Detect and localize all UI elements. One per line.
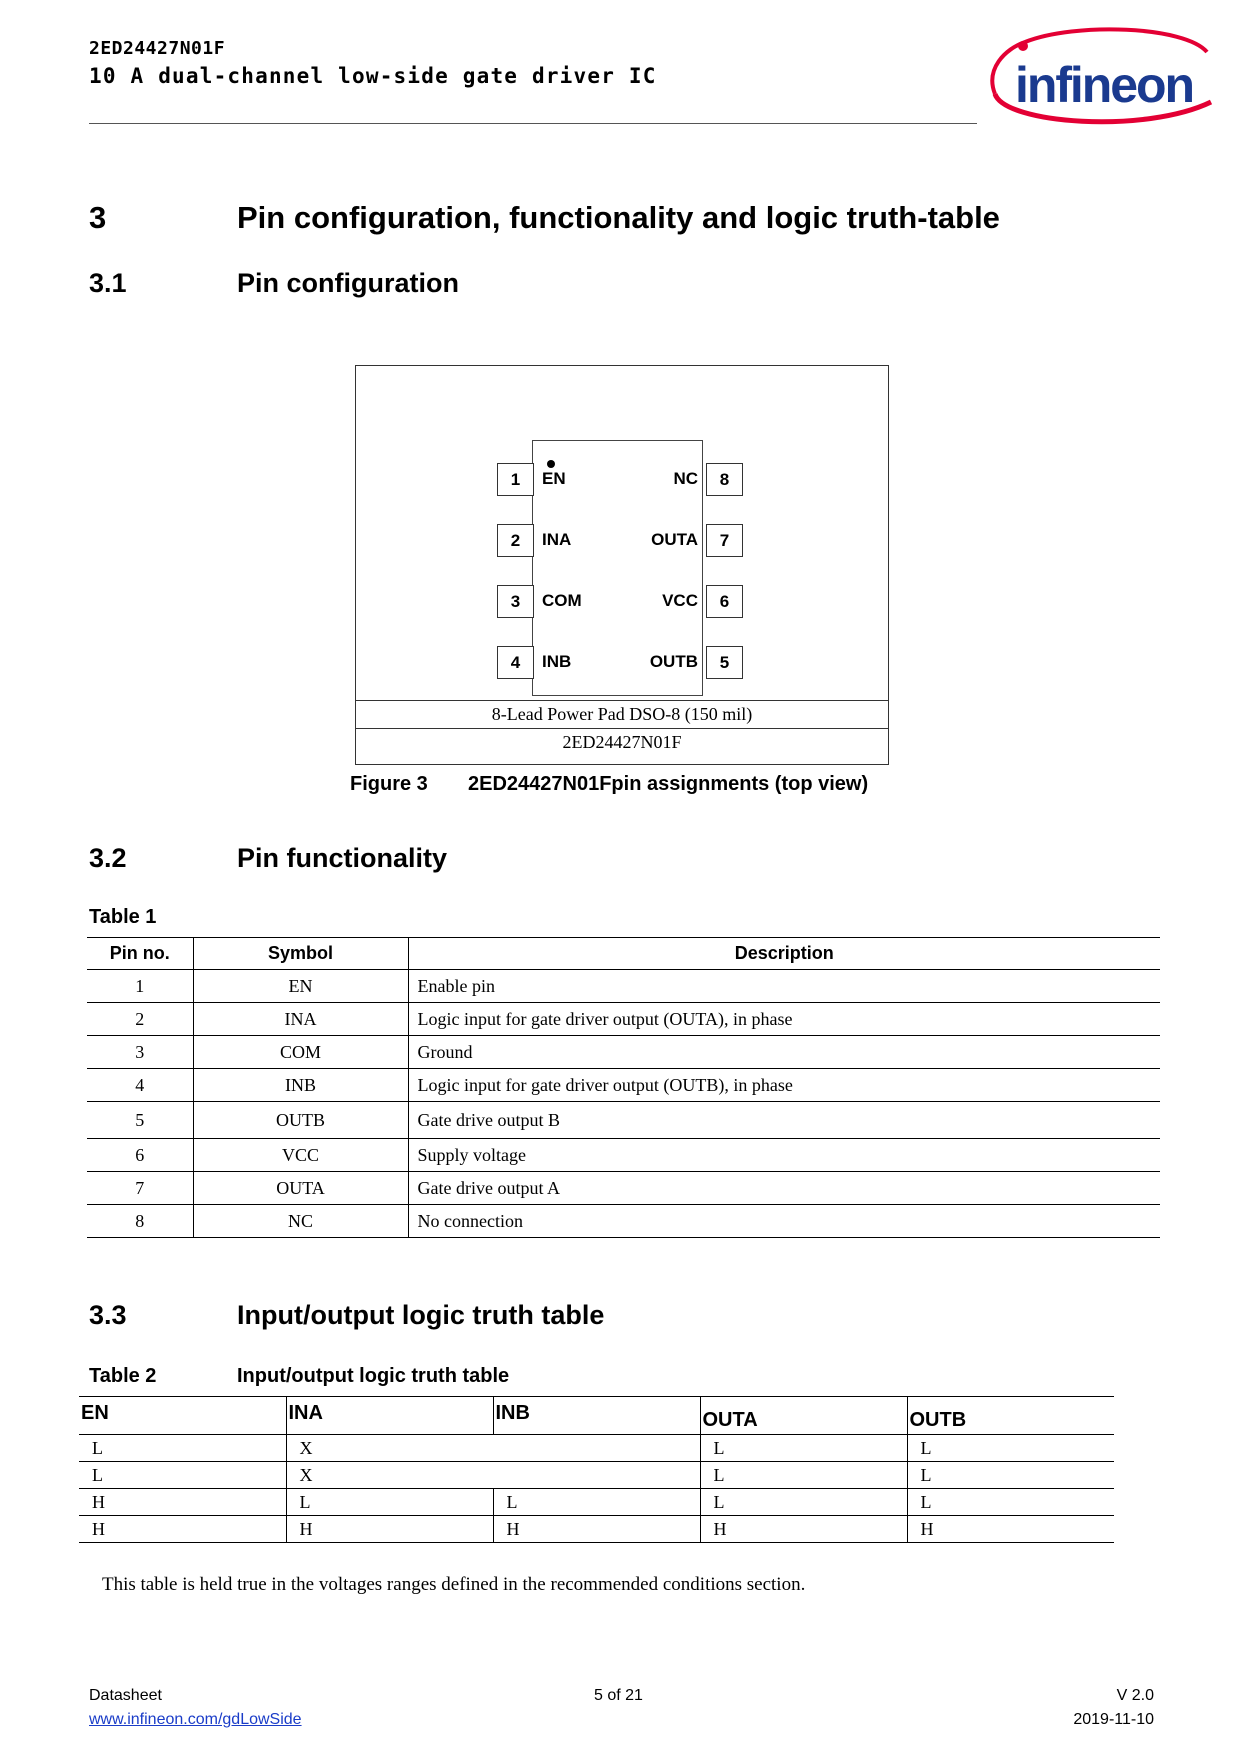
table-row bbox=[79, 1516, 1114, 1543]
table-row bbox=[87, 970, 1160, 1003]
pin1-marker bbox=[547, 460, 555, 468]
outb-cell: L bbox=[907, 1462, 1114, 1489]
pin-no-cell: 7 bbox=[87, 1172, 193, 1205]
table-row bbox=[87, 1069, 1160, 1102]
symbol-cell: OUTB bbox=[193, 1102, 408, 1139]
pin-no-cell: 3 bbox=[87, 1036, 193, 1069]
pin-no-cell: 1 bbox=[87, 970, 193, 1003]
table-row bbox=[87, 1102, 1160, 1139]
table-row bbox=[87, 1003, 1160, 1036]
column-header: Symbol bbox=[193, 938, 408, 970]
logic-truth-table bbox=[79, 1396, 1114, 1543]
description-cell: Logic input for gate driver output (OUTB), in phase bbox=[408, 1069, 1160, 1102]
table-row bbox=[87, 1139, 1160, 1172]
en-cell: H bbox=[79, 1516, 286, 1543]
truth-table-note: This table is held true in the voltages ranges defined in the recommended conditions section. bbox=[102, 1574, 806, 1595]
outb-cell: L bbox=[907, 1435, 1114, 1462]
section-3-1-title: Pin configuration bbox=[237, 268, 459, 298]
symbol-cell: INB bbox=[193, 1069, 408, 1102]
symbol-cell: VCC bbox=[193, 1139, 408, 1172]
symbol-cell: OUTA bbox=[193, 1172, 408, 1205]
pin-no-cell: 5 bbox=[87, 1102, 193, 1139]
column-header: OUTB bbox=[907, 1397, 1114, 1435]
description-cell: Ground bbox=[408, 1036, 1160, 1069]
table-row bbox=[79, 1489, 1114, 1516]
symbol-cell: COM bbox=[193, 1036, 408, 1069]
pin-number: 7 bbox=[706, 524, 743, 557]
table1-label: Table 1 bbox=[89, 906, 157, 928]
table-row bbox=[87, 1205, 1160, 1238]
table2-caption: Input/output logic truth table bbox=[237, 1365, 510, 1387]
column-header: OUTA bbox=[700, 1397, 907, 1435]
pin-number: 2 bbox=[497, 524, 534, 557]
description-cell: Gate drive output A bbox=[408, 1172, 1160, 1205]
header-divider bbox=[89, 123, 977, 124]
outb-cell: H bbox=[907, 1516, 1114, 1543]
footer-version: V 2.0 bbox=[1116, 1687, 1154, 1704]
pin-number: 3 bbox=[497, 585, 534, 618]
footer-doc-type: Datasheet bbox=[89, 1687, 162, 1704]
pin-no-cell: 4 bbox=[87, 1069, 193, 1102]
symbol-cell: NC bbox=[193, 1205, 408, 1238]
infineon-logo bbox=[985, 24, 1213, 128]
pin-number: 8 bbox=[706, 463, 743, 496]
device-name: 2ED24427N01F bbox=[355, 728, 889, 756]
description-cell: Enable pin bbox=[408, 970, 1160, 1003]
ina-cell: L bbox=[286, 1489, 493, 1516]
outa-cell: L bbox=[700, 1462, 907, 1489]
symbol-cell: INA bbox=[193, 1003, 408, 1036]
pin-label: COM bbox=[542, 591, 582, 610]
pin-label: OUTA bbox=[651, 530, 698, 549]
section-3-2-title: Pin functionality bbox=[237, 843, 448, 873]
section-3-number: 3 bbox=[89, 200, 107, 235]
en-cell: L bbox=[79, 1435, 286, 1462]
section-3-2-number: 3.2 bbox=[89, 843, 127, 873]
document-title: 10 A dual-channel low-side gate driver IC bbox=[89, 64, 657, 88]
column-header: EN bbox=[79, 1397, 286, 1435]
en-cell: L bbox=[79, 1462, 286, 1489]
en-cell: H bbox=[79, 1489, 286, 1516]
pin-no-cell: 6 bbox=[87, 1139, 193, 1172]
pin-label: OUTB bbox=[649, 652, 698, 671]
description-cell: Logic input for gate driver output (OUTA), in phase bbox=[408, 1003, 1160, 1036]
pin-label: VCC bbox=[662, 591, 698, 610]
description-cell: Supply voltage bbox=[408, 1139, 1160, 1172]
table2-label: Table 2 bbox=[89, 1365, 157, 1387]
figure-label: Figure 3 bbox=[350, 773, 428, 795]
figure-caption: 2ED24427N01Fpin assignments (top view) bbox=[468, 773, 869, 795]
description-cell: No connection bbox=[408, 1205, 1160, 1238]
pin-label: NC bbox=[673, 469, 698, 488]
outa-cell: H bbox=[700, 1516, 907, 1543]
pin-functionality-table bbox=[87, 937, 1160, 1238]
ina-inb-cell: X bbox=[286, 1435, 700, 1462]
outb-cell: L bbox=[907, 1489, 1114, 1516]
section-3-3-title: Input/output logic truth table bbox=[237, 1300, 605, 1330]
ina-inb-cell: X bbox=[286, 1462, 700, 1489]
description-cell: Gate drive output B bbox=[408, 1102, 1160, 1139]
table-row bbox=[87, 1036, 1160, 1069]
pin-label: INA bbox=[542, 530, 572, 549]
pin-number: 1 bbox=[497, 463, 534, 496]
inb-cell: H bbox=[493, 1516, 700, 1543]
section-3-title: Pin configuration, functionality and logic truth-table bbox=[237, 200, 1000, 235]
column-header: INB bbox=[493, 1397, 700, 1435]
ina-cell: H bbox=[286, 1516, 493, 1543]
pin-label: INB bbox=[542, 652, 572, 671]
symbol-cell: EN bbox=[193, 970, 408, 1003]
pin-number: 5 bbox=[706, 646, 743, 679]
table-row bbox=[79, 1462, 1114, 1489]
outa-cell: L bbox=[700, 1435, 907, 1462]
table-row bbox=[87, 1172, 1160, 1205]
footer-link[interactable]: www.infineon.com/gdLowSide bbox=[89, 1711, 302, 1728]
section-3-3-number: 3.3 bbox=[89, 1300, 127, 1330]
footer-page-number: 5 of 21 bbox=[594, 1687, 643, 1704]
footer-date: 2019-11-10 bbox=[1073, 1711, 1154, 1728]
pin-number: 4 bbox=[497, 646, 534, 679]
pin-no-cell: 2 bbox=[87, 1003, 193, 1036]
package-name: 8-Lead Power Pad DSO-8 (150 mil) bbox=[355, 700, 889, 728]
column-header: Description bbox=[408, 938, 1160, 970]
pin-label: EN bbox=[542, 469, 566, 488]
column-header: INA bbox=[286, 1397, 493, 1435]
part-number: 2ED24427N01F bbox=[89, 38, 226, 59]
outa-cell: L bbox=[700, 1489, 907, 1516]
column-header: Pin no. bbox=[87, 938, 193, 970]
pin-no-cell: 8 bbox=[87, 1205, 193, 1238]
section-3-1-number: 3.1 bbox=[89, 268, 127, 298]
logo-wordmark: infineon bbox=[1015, 57, 1195, 113]
table-row bbox=[79, 1435, 1114, 1462]
inb-cell: L bbox=[493, 1489, 700, 1516]
pin-number: 6 bbox=[706, 585, 743, 618]
